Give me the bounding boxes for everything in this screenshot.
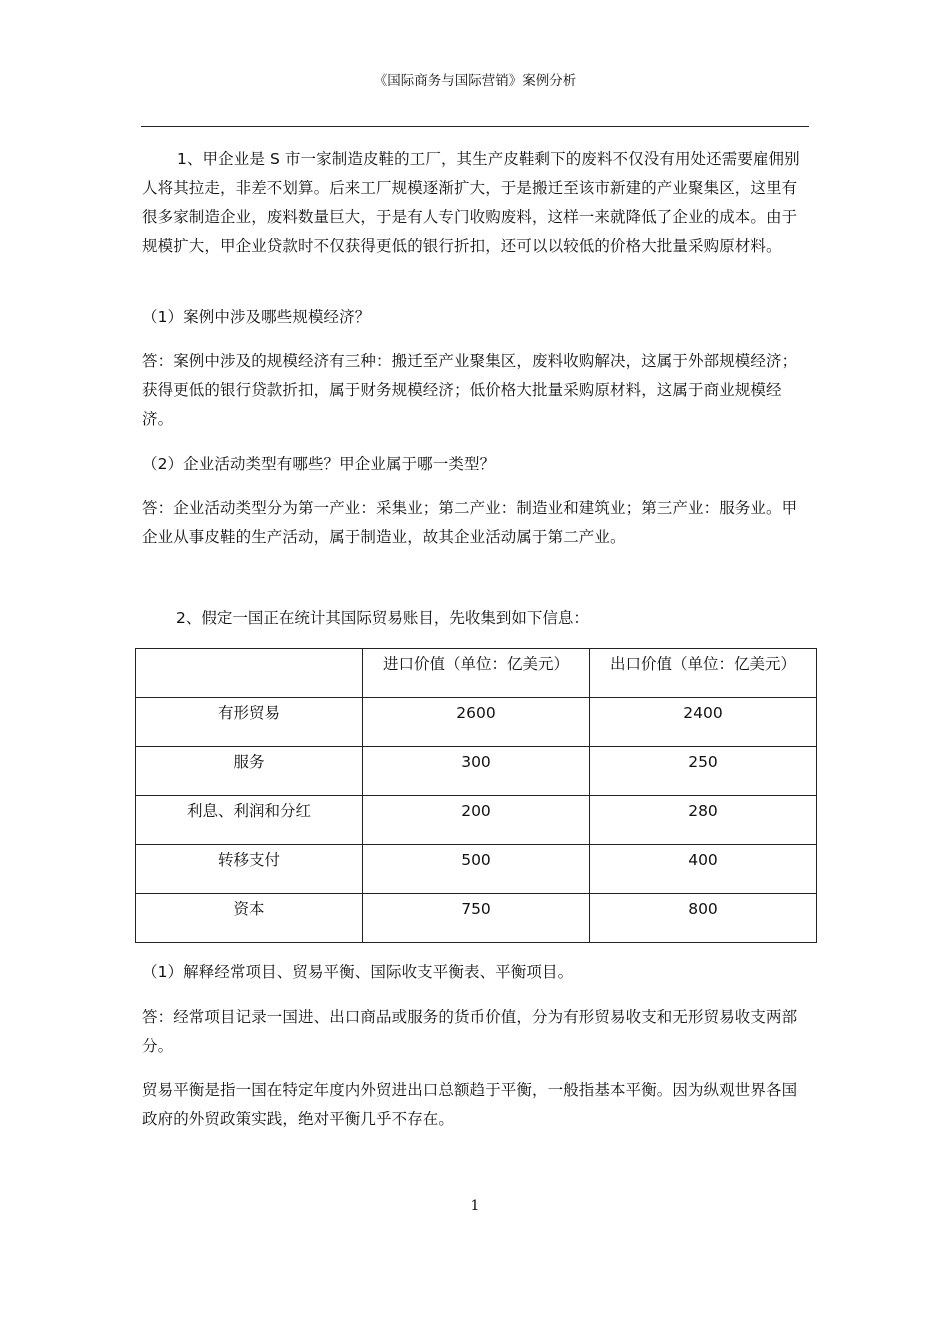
- table-cell: 250: [590, 747, 817, 796]
- case1-answer-2: 答：企业活动类型分为第一产业：采集业；第二产业：制造业和建筑业；第三产业：服务业。甲企业从事皮鞋的生产活动，属于制造业，故其企业活动属于第二产业。: [142, 499, 798, 546]
- table-cell: 资本: [136, 894, 363, 943]
- table-header-row: [136, 649, 817, 698]
- table-cell: 280: [590, 796, 817, 845]
- table-header-cell: 出口价值（单位：亿美元）: [590, 649, 817, 698]
- table-header-cell: [136, 649, 363, 698]
- table-header-cell: 进口价值（单位：亿美元）: [363, 649, 590, 698]
- table-row: [136, 698, 817, 747]
- case1-intro: 1、甲企业是 S 市一家制造皮鞋的工厂，其生产皮鞋剩下的废料不仅没有用处还需要雇佣别人将其拉走，非差不划算。后来工厂规模逐渐扩大，于是搬迁至该市新建的产业聚集区，这里有很多家制造企业，废料数量巨大，于是有人专门收购废料，这样一来就降低了企业的成本。由于规模扩大，甲企业贷款时不仅获得更低的银行折扣，还可以以较低的价格大批量采购原材料。: [142, 150, 800, 255]
- page-number: 1: [470, 1198, 480, 1214]
- table-cell: 有形贸易: [136, 698, 363, 747]
- case1-question-2: （2）企业活动类型有哪些？甲企业属于哪一类型？: [142, 455, 496, 473]
- table-cell: 800: [590, 894, 817, 943]
- case2-answer-1-part-1: 答：经常项目记录一国进、出口商品或服务的货币价值，分为有形贸易收支和无形贸易收支两部分。: [142, 1008, 798, 1055]
- table-row: [136, 845, 817, 894]
- table-cell: 2600: [363, 698, 590, 747]
- table-cell: 利息、利润和分红: [136, 796, 363, 845]
- table-cell: 750: [363, 894, 590, 943]
- table-cell: 300: [363, 747, 590, 796]
- case2-answer-1-part-2: 贸易平衡是指一国在特定年度内外贸进出口总额趋于平衡，一般指基本平衡。因为纵观世界各国政府的外贸政策实践，绝对平衡几乎不存在。: [142, 1081, 798, 1128]
- page-header: 《国际商务与国际营销》案例分析: [373, 73, 577, 89]
- table-cell: 400: [590, 845, 817, 894]
- table-cell: 转移支付: [136, 845, 363, 894]
- table-cell: 2400: [590, 698, 817, 747]
- table-row: [136, 747, 817, 796]
- table-cell: 500: [363, 845, 590, 894]
- table-cell: 服务: [136, 747, 363, 796]
- case2-intro: 2、假定一国正在统计其国际贸易账目，先收集到如下信息：: [176, 609, 589, 627]
- table-cell: 200: [363, 796, 590, 845]
- table-row: [136, 796, 817, 845]
- trade-account-table: [135, 648, 817, 943]
- table-row: [136, 894, 817, 943]
- header-divider: [141, 126, 809, 127]
- case1-question-1: （1）案例中涉及哪些规模经济？: [142, 308, 371, 326]
- case1-answer-1: 答：案例中涉及的规模经济有三种：搬迁至产业聚集区，废料收购解决，这属于外部规模经济；获得更低的银行贷款折扣，属于财务规模经济；低价格大批量采购原材料，这属于商业规模经济。: [142, 352, 798, 428]
- case2-question-1: （1）解释经常项目、贸易平衡、国际收支平衡表、平衡项目。: [142, 963, 574, 981]
